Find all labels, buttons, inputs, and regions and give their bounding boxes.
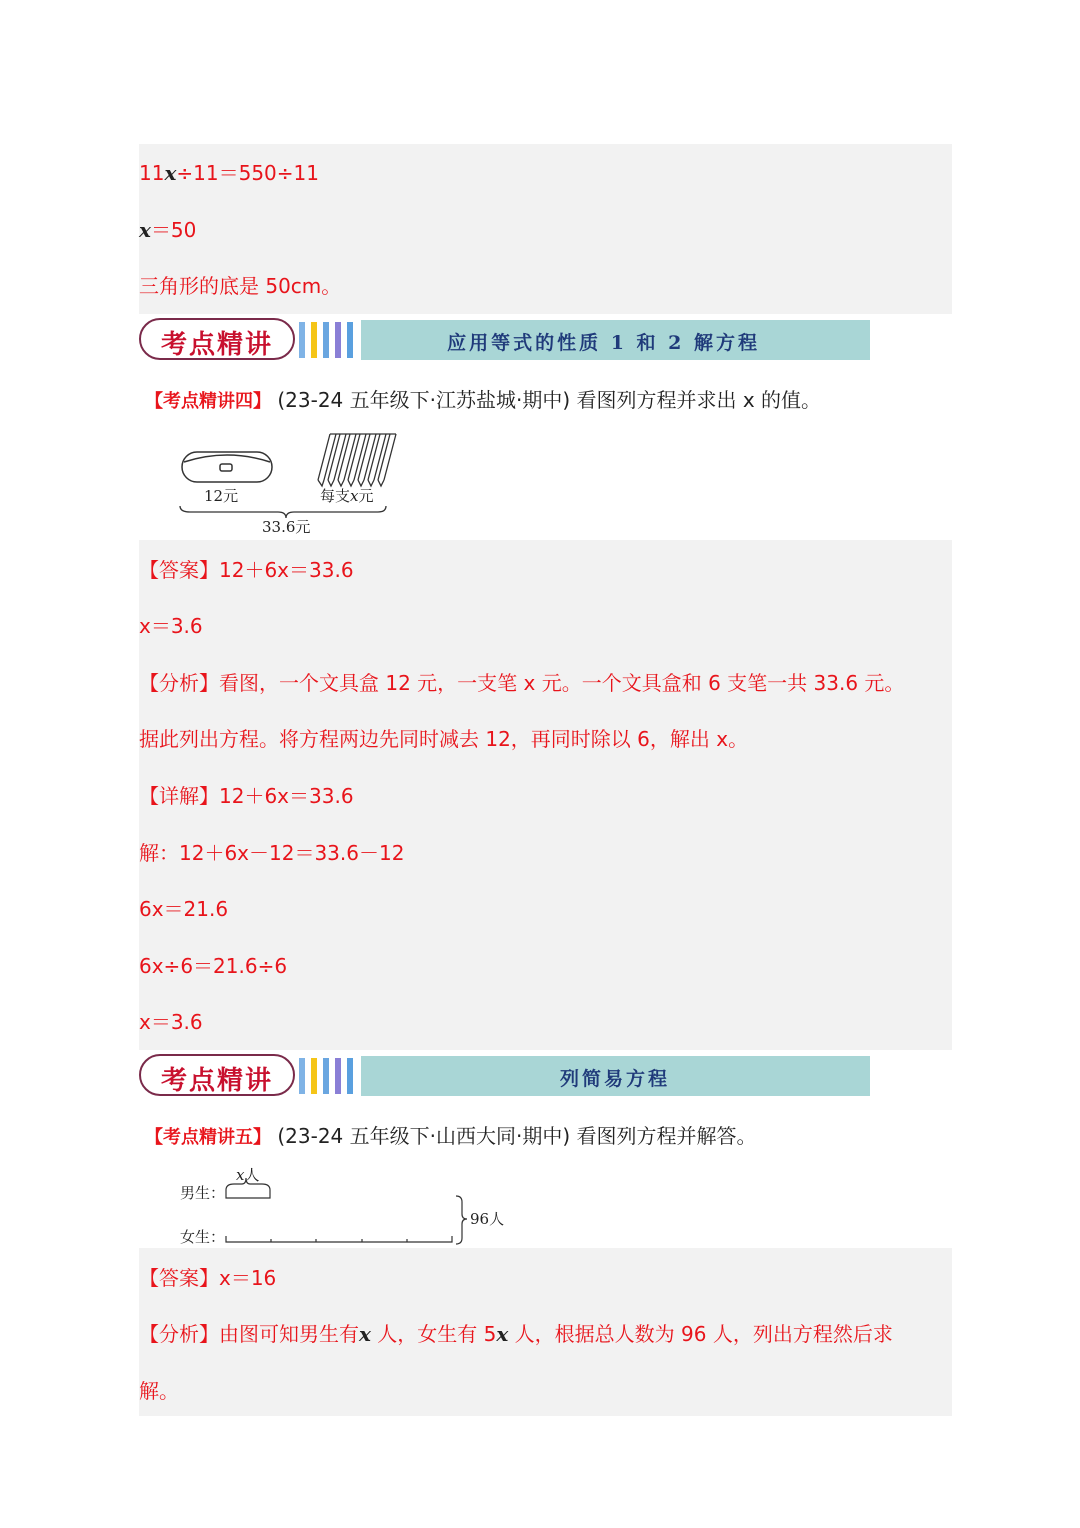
x-people-label: x人 [236,1166,260,1184]
boys-label: 男生： [180,1184,226,1202]
section-title: 应用等式的性质 1 和 2 解方程 [447,332,760,354]
answer-line: 【答案】12＋6x＝33.6 [139,558,354,582]
section-banner-4 [139,318,870,362]
pencils-icon [318,434,396,486]
banner-band [361,320,870,360]
total-brace [456,1196,467,1244]
question-4: 【考点精讲四】 (23-24 五年级下·江苏盐城·期中) 看图列方程并求出 x 的值。 [145,388,822,412]
solution-conclusion: 三角形的底是 50cm。 [139,274,342,298]
answer-line-2: x＝3.6 [139,614,203,638]
answer-line: 【答案】x＝16 [139,1266,277,1290]
box-price-label: 12元 [204,487,239,505]
analysis-line-2: 解。 [139,1379,179,1403]
section-title: 列简易方程 [559,1068,670,1090]
boys-bar [226,1190,270,1198]
solution-line-2: x＝50 [139,218,197,242]
analysis-line-1: 【分析】看图，一个文具盒 12 元，一支笔 x 元。一个文具盒和 6 支笔一共 33.6 元。 [139,671,905,695]
detail-line-1: 【详解】12＋6x＝33.6 [139,784,354,808]
detail-line-4: 6x÷6＝21.6÷6 [139,954,288,978]
badge: 考点精讲 [139,318,295,360]
pen-price-label: 每支x元 [320,487,374,505]
girls-label: 女生： [180,1228,226,1246]
question-5: 【考点精讲五】 (23-24 五年级下·山西大同·期中) 看图列方程并解答。 [145,1124,757,1148]
section-banner-5 [139,1054,870,1098]
detail-line-3: 6x＝21.6 [139,897,229,921]
pencil-box-icon [182,452,272,482]
analysis-line-1: 【分析】由图可知男生有x 人，女生有 5x 人，根据总人数为 96 人，列出方程然后求 [139,1322,893,1346]
students-diagram [176,1162,516,1248]
pencil-box-diagram [170,428,410,540]
girls-bar [226,1236,452,1242]
total-price-label: 33.6元 [262,518,311,536]
badge: 考点精讲 [139,1054,295,1096]
detail-line-2: 解：12＋6x－12＝33.6－12 [139,841,405,865]
total-brace [180,506,386,518]
detail-line-5: x＝3.6 [139,1010,203,1034]
solution-line-1: 11x÷11＝550÷11 [139,161,319,185]
banner-band [361,1056,870,1096]
analysis-line-2: 据此列出方程。将方程两边先同时减去 12，再同时除以 6，解出 x。 [139,727,749,751]
total-people-label: 96人 [470,1210,505,1228]
